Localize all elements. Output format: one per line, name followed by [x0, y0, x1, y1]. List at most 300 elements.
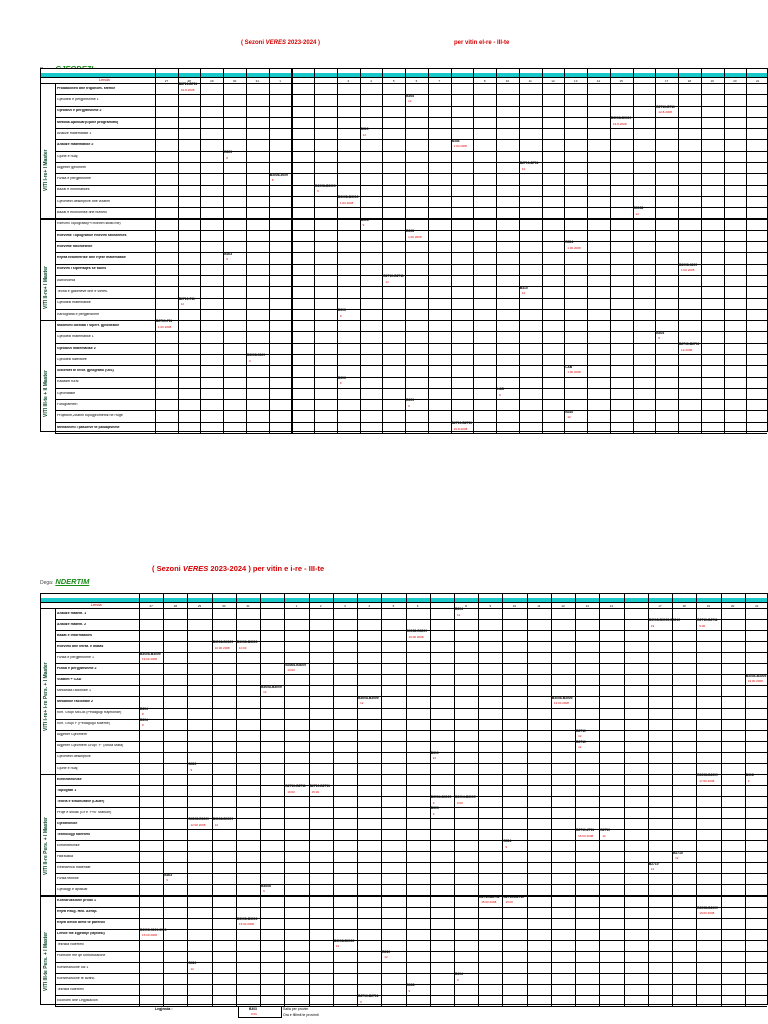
day-column-line — [309, 594, 310, 1006]
page-title-2: ( Sezoni VERES 2023-2024 ) per vitin e i-re - III-te — [152, 564, 325, 573]
table-row-line — [55, 741, 767, 742]
day-number: 31 — [246, 603, 250, 608]
department-label-2: Dega: NDERTIM — [40, 577, 90, 586]
subject-name: Gjuhe e huaj — [57, 154, 78, 158]
exam-room: B2710 — [576, 728, 586, 733]
table-row-line — [55, 410, 767, 411]
day-number: 21 — [755, 603, 759, 608]
day-column-line — [246, 69, 247, 433]
subject-name: Gjeometri deskriptive dhe vizatim — [57, 199, 110, 203]
table-row-line — [55, 286, 767, 287]
subject-name: Rrjeta fotometrike dhe rrjete matematike — [57, 256, 126, 260]
subject-name: Rilevime Topografike Rilevim stilistemes — [57, 233, 127, 237]
subject-name: Kartografia e pergjithshme — [57, 312, 100, 316]
subject-name: Algjeber Gjeometri — [57, 733, 87, 737]
exam-room: B303 — [430, 806, 439, 811]
day-column-line — [382, 69, 383, 433]
exam-time: 8 — [226, 155, 228, 160]
day-number: 3 — [347, 78, 350, 83]
day-number: 6 — [416, 603, 419, 608]
schedule-table-2 — [40, 593, 768, 1005]
table-row-line — [55, 652, 767, 653]
subject-name: Puimohe me qe konstruksione — [57, 954, 106, 958]
exam-time: 19:00 2008 — [747, 679, 763, 684]
day-column-line — [478, 594, 479, 1006]
day-column-line — [223, 69, 224, 433]
subject-name: Proje e shkak (Gr e "Pro" Markoh) — [57, 810, 112, 814]
exam-time: 19:00 2008 — [142, 656, 158, 661]
exam-time: 9 — [142, 723, 144, 728]
exam-room: B2710-B711 — [519, 161, 539, 166]
subject-name: Kim. Grupi F (Pedagogu Maeme) — [57, 722, 110, 726]
subject-name: Gjeologji e aplikuar — [57, 888, 88, 892]
exam-room: B2710-B2711 — [679, 341, 700, 346]
exam-room: B303 — [337, 375, 346, 380]
day-column-line — [701, 69, 702, 433]
exam-room: B3008-B3009 — [212, 817, 234, 822]
subject-name: Teknologji ndertimi — [57, 832, 90, 836]
exam-room: B2710-711 — [178, 296, 195, 301]
day-number: 28 — [187, 78, 191, 83]
day-number: 13 — [585, 603, 589, 608]
legend-room: B303 — [249, 1007, 257, 1011]
exam-time: 12 — [385, 279, 389, 284]
subject-name: Rrjeti Rrug. Hek. Aerop. — [57, 910, 98, 914]
exam-time: 9 — [505, 844, 508, 849]
subject-name: Gjeodezi e pergjithshme 2 — [57, 109, 102, 113]
day-column-line — [236, 594, 237, 1006]
day-column-line — [648, 594, 649, 1006]
legend-sample-box — [238, 1006, 282, 1018]
table-row-line — [55, 433, 767, 434]
subject-name: Lende me zgjedhje (Mjedisi) — [57, 932, 105, 936]
exam-room: B2710-B2711 — [309, 784, 330, 789]
day-column-line — [721, 594, 722, 1006]
subject-name: Probabiliteti dhe trigonom. sferike — [57, 86, 116, 90]
exam-room: B3004-B3005 — [745, 673, 767, 678]
table-row-line — [55, 377, 767, 378]
exam-time: 9 — [339, 381, 342, 386]
exam-room: B3008-B3009 — [358, 695, 379, 700]
day-number: 11 — [528, 78, 532, 83]
day-column-line — [451, 69, 452, 433]
exam-time: 9 — [432, 811, 435, 816]
exam-time: 19-8-2008 — [612, 121, 627, 126]
day-column-line — [575, 594, 576, 1006]
subject-name: Teoria e strukturave (Lauer) — [57, 799, 105, 803]
table-row-line — [55, 918, 767, 919]
exam-time: 12 — [578, 745, 582, 750]
exam-room: B304 — [455, 607, 463, 612]
exam-time: 12 — [335, 944, 340, 949]
exam-room: B3004-B3005 — [430, 795, 452, 800]
day-column-line — [502, 594, 503, 1006]
exam-room: B2710 — [673, 850, 683, 855]
exam-time: 15:00 — [311, 789, 320, 794]
year-group-label: VITI I-re+ I-re Pers. + I Master — [43, 662, 49, 731]
exam-room: B2710 — [648, 861, 659, 866]
subject-name: Elektroteknike — [57, 843, 80, 847]
day-column-line — [496, 69, 497, 433]
exam-room: B3008-B3009 — [551, 695, 573, 700]
day-column-line — [678, 69, 679, 433]
exam-time: 13 — [263, 690, 267, 695]
subject-column-header: Lenda — [91, 602, 102, 607]
exam-room: B3008-B3009 — [333, 938, 355, 943]
legend-text-time: Ora e fillimit te provimit — [283, 1013, 319, 1017]
exam-time: 15:00 2008 — [408, 634, 424, 639]
exam-time: 10:00 — [238, 645, 247, 650]
day-number: 19 — [710, 78, 714, 83]
year-group-divider — [41, 218, 767, 219]
exam-room: B304 — [656, 330, 665, 335]
subject-name: Bazat e informatikes — [57, 188, 90, 192]
day-number: 13 — [574, 78, 578, 83]
subject-name: Hidraulika — [57, 854, 73, 858]
table-row-line — [55, 873, 767, 874]
day-number: 6 — [415, 78, 418, 83]
exam-time: 15:00 2008 — [481, 900, 497, 905]
exam-room: B304 — [455, 972, 463, 977]
subject-name: Gjeodezi matematike 1 — [57, 335, 94, 339]
day-column-line — [672, 594, 673, 1006]
exam-time: 9 — [317, 189, 319, 194]
subject-name: Rilevimi dhe letrat. e matas — [57, 644, 104, 648]
exam-room: LAB — [497, 387, 504, 392]
exam-time: 12:00 2008 — [190, 822, 206, 827]
exam-time: 12 — [180, 302, 185, 307]
exam-time: 9:00 — [699, 623, 706, 628]
exam-room: B2710-B2711 — [285, 784, 306, 789]
day-number: 27 — [149, 603, 153, 608]
exam-room: B303 — [406, 398, 415, 403]
subject-name: Modelimi dixhital i siperf. gjeodezike — [57, 323, 120, 327]
table-row-line — [55, 685, 767, 686]
subject-name: Rilevimi Topografik(Pr.Rilevim stilist.me) — [57, 222, 121, 226]
table-row-line — [55, 173, 767, 174]
subject-name: Konstruksione prilloi 1 — [57, 899, 96, 903]
subject-name: Mekanike racionale 2 — [57, 700, 93, 704]
day-number: 20 — [733, 78, 737, 83]
subject-name: Fotogrametri — [57, 402, 78, 406]
exam-room: B310 — [519, 285, 528, 290]
exam-room: B2710-B2711 — [697, 618, 718, 623]
day-column-line — [360, 69, 361, 433]
day-number: 15 — [619, 78, 623, 83]
table-row-line — [55, 185, 767, 186]
exam-room: B2710-B2711 — [383, 274, 404, 279]
exam-time: 9 — [339, 313, 342, 318]
exam-time: 12 — [384, 955, 388, 960]
day-column-line — [454, 594, 455, 1006]
subject-name: Analize matem. 1 — [57, 611, 87, 615]
exam-room: LAB — [565, 364, 573, 369]
exam-time: 12 — [214, 822, 219, 827]
day-number: 3 — [344, 603, 346, 608]
day-number: 14 — [596, 78, 601, 83]
subject-name: Gjeodezi matematike — [57, 301, 91, 305]
day-number: 10 — [505, 78, 510, 83]
exam-time: 19:00 2008 — [699, 911, 715, 916]
day-number: 30 — [232, 78, 237, 83]
day-number: 9 — [489, 603, 492, 608]
subject-name: Gjeometri deskriptive — [57, 755, 91, 759]
day-number: 17 — [664, 78, 669, 83]
table-row-line — [55, 884, 767, 885]
subject-name: Teoria e gabimeve dhe e vleres. — [57, 290, 108, 294]
day-number: 27 — [164, 78, 169, 83]
day-number: 12 — [561, 603, 565, 608]
exam-room: B308 — [406, 229, 415, 234]
exam-room: B2710 — [576, 739, 586, 744]
subject-name: Mekanika racionale 1 — [57, 689, 91, 693]
day-number: 14 — [609, 603, 614, 608]
subject-name: Konstruksione lok 1 — [57, 965, 89, 969]
exam-time: 17:00 2008 — [699, 778, 715, 783]
exam-time: 12 — [521, 166, 526, 171]
day-column-line — [178, 69, 179, 433]
day-column-line — [405, 69, 406, 433]
year-group-label: VITI II-re Pers. + I Master — [43, 816, 49, 875]
exam-room: B304 — [140, 717, 148, 722]
day-column-line — [200, 69, 201, 433]
subject-name: Algjeber Gjeometri Grupi "F" (Bruta Mata) — [57, 744, 124, 748]
day-number: 11 — [537, 603, 541, 608]
day-column-line — [746, 69, 747, 433]
exam-time: 1:00 2008 — [453, 144, 467, 149]
exam-room: B3008-B3009 — [236, 640, 258, 645]
exam-time: 9 — [190, 767, 193, 772]
subject-name: Fizika e pergjithshme 2 — [57, 667, 97, 670]
subject-name: Analize matematike 1 — [57, 132, 92, 135]
day-number: 29 — [197, 603, 202, 608]
exam-room: B303 — [164, 872, 173, 877]
year-group-label: VITI II-re+ I Master — [43, 266, 49, 310]
exam-time: 9 — [408, 403, 410, 408]
day-number: 2 — [319, 603, 322, 608]
exam-time: 15:00 2008 — [142, 933, 158, 938]
exam-time: 1:00 2008 — [567, 370, 581, 375]
subject-name: Gjeomatike — [57, 391, 76, 395]
subject-name: Ekonomi dhe Legjislacion — [57, 998, 98, 1002]
exam-time: 9 — [263, 889, 265, 894]
schedule-table-1 — [40, 68, 768, 432]
exam-time: 13:00 — [287, 668, 295, 672]
exam-time: 12 — [408, 99, 412, 104]
day-column-line — [212, 594, 213, 1006]
day-column-line — [357, 594, 358, 1006]
exam-room: B3008-B3009-B3010 — [648, 618, 681, 623]
exam-room: B310 — [565, 409, 574, 414]
day-number: 17 — [658, 603, 662, 608]
day-number: 8 — [483, 78, 486, 83]
subject-name: Gjuhe e huaj — [57, 766, 78, 770]
exam-room: B3008 — [261, 883, 271, 888]
exam-time: 9:00 — [457, 800, 463, 805]
table-row-line — [55, 365, 767, 366]
table-row-line — [55, 139, 767, 140]
exam-time: 9 — [248, 358, 251, 363]
day-column-line — [187, 594, 188, 1006]
page-title-1: ( Sezoni VERES 2023-2024 ) — [241, 40, 321, 46]
exam-time: 12-8-2008 — [658, 110, 672, 115]
table-row-line — [55, 264, 767, 265]
day-column-line — [610, 69, 611, 433]
exam-time: 9 — [408, 988, 411, 993]
day-number: 1 — [279, 78, 281, 83]
day-column-line — [527, 594, 528, 1006]
subject-name: Bazat e ekonomise dhe biznesi — [57, 211, 107, 215]
day-number: 8 — [465, 603, 467, 608]
subject-name: Projektim,Zbatim topogjeometrik ne rruge — [57, 414, 123, 418]
exam-time: 12 — [521, 291, 526, 296]
exam-time: 9 — [166, 878, 168, 883]
table-row-line — [55, 940, 767, 941]
subject-name: Gjeodezi e pergjithshme 1 — [57, 98, 99, 102]
exam-room: B3008-B3009 — [697, 773, 718, 778]
day-column-line — [333, 594, 334, 1006]
exam-room: B304 — [565, 240, 574, 245]
day-column-line — [269, 69, 270, 433]
day-column-line — [696, 594, 697, 1006]
day-column-line — [633, 69, 634, 433]
exam-room: B3008-3009-3010 — [140, 927, 167, 932]
exam-time: 19-8-2008 — [453, 426, 468, 431]
day-column-line — [519, 69, 520, 433]
exam-room: B3008 — [633, 206, 644, 211]
exam-room: B3008-B3009 — [261, 684, 282, 689]
day-column-line — [724, 69, 725, 433]
subject-name: Gjeodezi matematike 2 — [57, 346, 96, 350]
subject-name: Konstruksione te avanc. — [57, 976, 96, 980]
exam-room: B304 — [503, 839, 512, 844]
exam-time: 9 — [362, 223, 365, 228]
day-number: 30 — [222, 603, 226, 608]
exam-time: 15:00 — [505, 900, 513, 905]
exam-time: 9 — [499, 392, 501, 397]
subject-name: Menaxhimi i pasurive te paluajtshme — [57, 425, 120, 429]
day-column-line — [564, 69, 565, 433]
day-column-line — [406, 594, 407, 1006]
day-number: 10 — [512, 603, 517, 608]
table-row-line — [55, 674, 767, 675]
table-row-line — [55, 696, 767, 697]
table-row-line — [55, 422, 767, 423]
day-number: 20 — [730, 603, 735, 608]
table-row-line — [55, 298, 767, 299]
exam-room: B3008-3009 — [246, 353, 266, 358]
subject-name: Vizatim + CAD — [57, 678, 82, 682]
subject-name: Bazat e Informatikes — [57, 633, 92, 637]
exam-room: B303 — [224, 150, 233, 155]
exam-time: 12 — [650, 867, 655, 871]
exam-time: 10:00 2008 — [214, 645, 230, 650]
subject-name: Analize matem. 2 — [57, 622, 87, 626]
exam-time: 8 — [142, 712, 144, 717]
subject-name: Rezistenca materiale — [57, 866, 91, 869]
exam-room: B3008-B3009 — [337, 195, 359, 200]
exam-time: 9 — [432, 800, 435, 805]
exam-time: 1:00 2008 — [408, 234, 422, 239]
exam-room: B2710-B2711 — [479, 894, 500, 899]
exam-room: B3008-B3009 — [285, 662, 306, 667]
day-column-line — [291, 69, 292, 433]
day-column-line — [599, 594, 600, 1006]
year-group-divider — [41, 895, 767, 896]
exam-room: B310 — [382, 950, 391, 955]
year-group-label: VITI I-re+ I Master — [43, 149, 49, 191]
exam-time: 9 — [747, 778, 750, 783]
legend-text-room: Salla per provim — [283, 1007, 309, 1011]
day-column-line — [745, 594, 746, 1006]
exam-time: 12 — [675, 855, 679, 860]
exam-room: B2710-B711 — [656, 104, 675, 109]
table-row-line — [55, 719, 767, 720]
exam-time: 12 — [190, 966, 194, 971]
exam-time: 12 — [567, 415, 571, 420]
day-number: 4 — [370, 78, 372, 83]
exam-room: B2710-711 — [156, 319, 173, 324]
day-number: 19 — [706, 603, 711, 608]
exam-time: 12 — [457, 612, 461, 617]
subject-name: Analize matematike 2 — [57, 143, 94, 147]
exam-time: 1:00 2008 — [158, 324, 172, 329]
day-column-line — [624, 594, 625, 1006]
subject-name: Gjeodezi satelitore — [57, 357, 87, 361]
exam-room: B303 — [360, 217, 369, 222]
exam-room: B3008-B3009 — [406, 629, 428, 634]
subject-name: Rilevime fotometrike — [57, 244, 93, 248]
day-number: 5 — [392, 78, 395, 83]
exam-time: 9 — [226, 257, 228, 262]
day-number: 7 — [438, 78, 441, 83]
day-column-line — [551, 594, 552, 1006]
year-group-label: VITI III-te Pers. + I Master — [43, 931, 49, 991]
table-row-line — [55, 343, 767, 344]
exam-time: 12 — [362, 133, 366, 137]
subject-name: Fizika e pergjithshme 1 — [57, 655, 94, 659]
exam-room: B3008-B3009 — [212, 640, 234, 645]
subject-name: Fizika teknike — [57, 877, 79, 881]
exam-time: 12 — [360, 701, 364, 706]
subject-name: Topografi 1 — [57, 788, 77, 792]
exam-room: B303 — [224, 251, 233, 256]
exam-time: 12-2008 — [681, 347, 693, 352]
exam-room: B310 — [188, 961, 197, 966]
subject-name: Teknika Ndertimi — [57, 943, 84, 947]
exam-room: B3008-3009 — [679, 262, 698, 267]
exam-time: 1:00 2008 — [567, 245, 581, 250]
exam-room: B304 — [451, 138, 460, 143]
table-row-line — [55, 252, 767, 253]
table-row-line — [55, 851, 767, 852]
day-number: 1 — [295, 603, 298, 608]
exam-room: B2710-B2711 — [451, 421, 472, 425]
legend-label: Legjenda : — [155, 1007, 173, 1011]
day-column-line — [163, 594, 164, 1006]
subject-name: Gjeoteknike — [57, 821, 78, 825]
exam-room: B3008-B3009 — [315, 183, 336, 188]
exam-room: B303 — [337, 308, 346, 313]
exam-time: 1:00 2008 — [339, 200, 354, 205]
exam-room: B3004-B3005 — [455, 795, 476, 800]
subject-name: Sistemet te infor. gjeografik (GIS) — [57, 369, 114, 373]
day-column-line — [381, 594, 382, 1006]
exam-time: 15:00 2008 — [578, 833, 594, 838]
day-column-line — [587, 69, 588, 433]
day-number: 12 — [551, 78, 555, 83]
legend-time: 9:00 — [251, 1012, 257, 1016]
